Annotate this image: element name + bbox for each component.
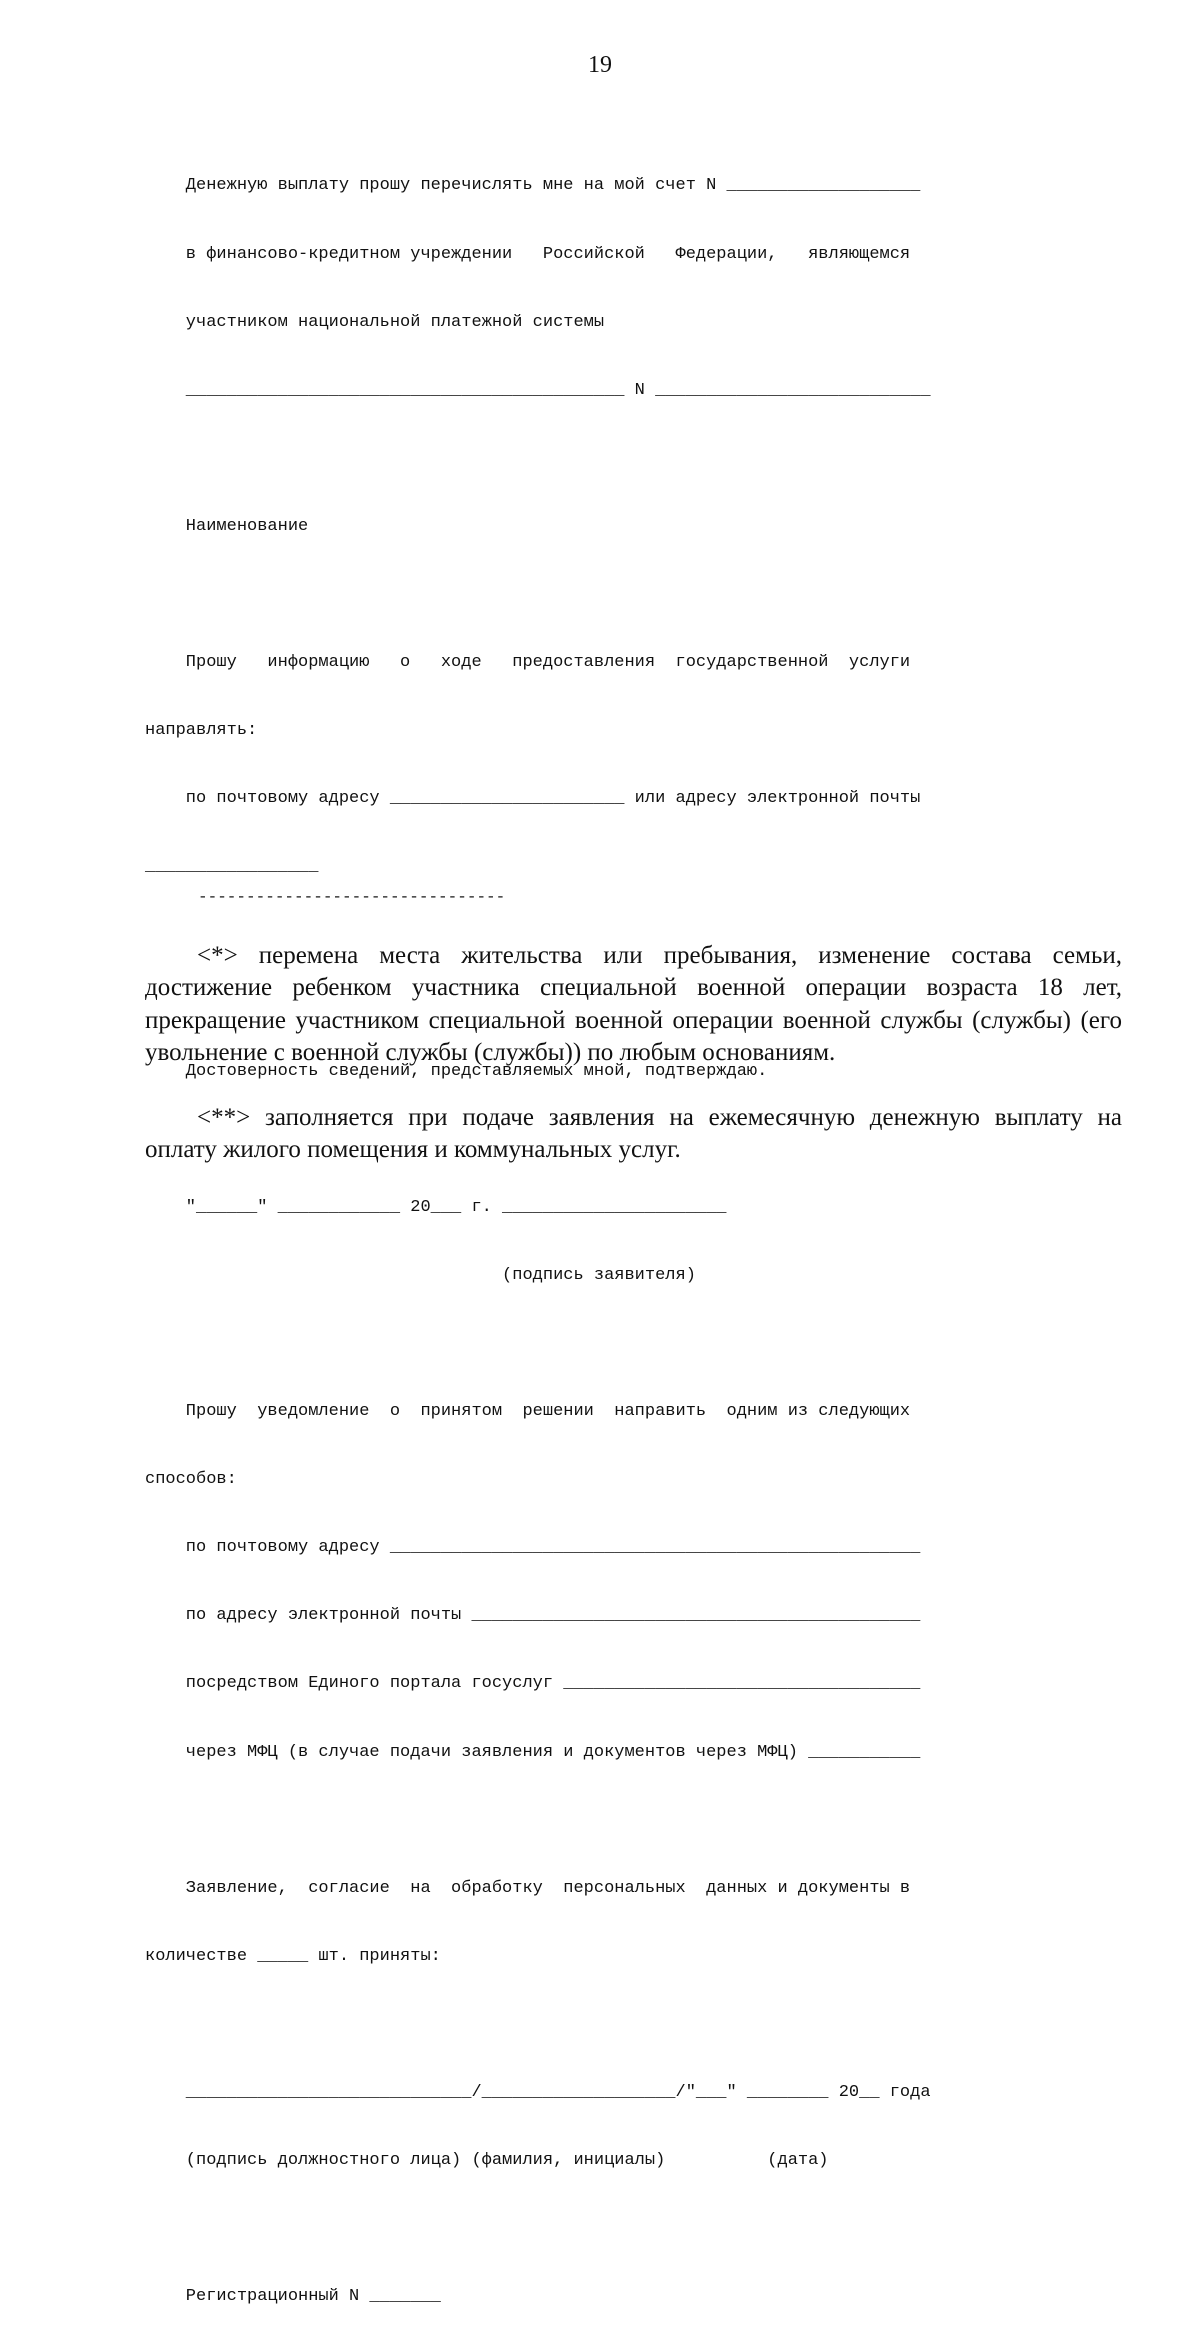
form-line: Достоверность сведений, представляемых мной, подтверждаю. <box>145 1061 768 1081</box>
form-line: Прошу информацию о ходе предоставления государственной услуги <box>145 653 911 673</box>
form-line: (подпись должностного лица) (фамилия, инициалы) (дата) <box>145 2151 829 2171</box>
form-line: Денежную выплату прошу перечислять мне на мой счет N ___________________ <box>145 176 921 196</box>
footnote-2: <**> заполняется при подаче заявления на ежемесячную денежную выплату на оплату жилого помещения и коммунальных услуг. <box>145 1104 1122 1164</box>
form-line <box>145 448 1057 471</box>
footnote-separator: -------------------------------- <box>198 888 506 906</box>
form-line: по почтовому адресу _______________________ или адресу электронной почты <box>145 789 921 809</box>
page-number: 19 <box>588 52 612 78</box>
form-line: Заявление, согласие на обработку персональных данных и документы в <box>145 1878 911 1898</box>
form-line: Регистрационный N _______ <box>145 2287 441 2307</box>
form-line <box>145 584 1057 607</box>
form-line: в финансово-кредитном учреждении Российской Федерации, являющемся <box>145 244 911 264</box>
footnote-1: <*> перемена места жительства или пребывания, изменение состава семьи, достижение ребенком участника специальной военной операции возраста 18 лет, прекращение участником специальной военной операции военной службы (службы) (его увольнение с военной службы (службы)) по любым основаниям. <box>145 942 1122 1067</box>
application-form-text <box>145 130 1057 2332</box>
form-line <box>145 1333 1057 1356</box>
form-line: по почтовому адресу ____________________________________________________ <box>145 1538 921 1558</box>
form-line: ___________________________________________ N ___________________________ <box>145 380 931 400</box>
form-line: количестве _____ шт. приняты: <box>145 1946 441 1966</box>
form-line: по адресу электронной почты ____________________________________________ <box>145 1606 921 1626</box>
form-line: ____________________________/___________________/"___" ________ 20__ года <box>145 2083 931 2103</box>
form-line <box>145 2218 1057 2241</box>
form-line: направлять: <box>145 721 258 741</box>
form-line: Прошу уведомление о принятом решении направить одним из следующих <box>145 1402 911 1422</box>
form-line: посредством Единого портала госуслуг ___________________________________ <box>145 1674 921 1694</box>
form-line: способов: <box>145 1470 237 1490</box>
form-line <box>145 2014 1057 2037</box>
form-line: участником национальной платежной системы <box>145 312 605 332</box>
form-line <box>145 1810 1057 1833</box>
form-line: (подпись заявителя) <box>145 1265 696 1285</box>
form-line: _________________ <box>145 857 319 877</box>
form-line: Наименование <box>145 516 309 536</box>
form-line: через МФЦ (в случае подачи заявления и документов через МФЦ) ___________ <box>145 1742 921 1762</box>
form-line: "______" ____________ 20___ г. ______________________ <box>145 1197 727 1217</box>
